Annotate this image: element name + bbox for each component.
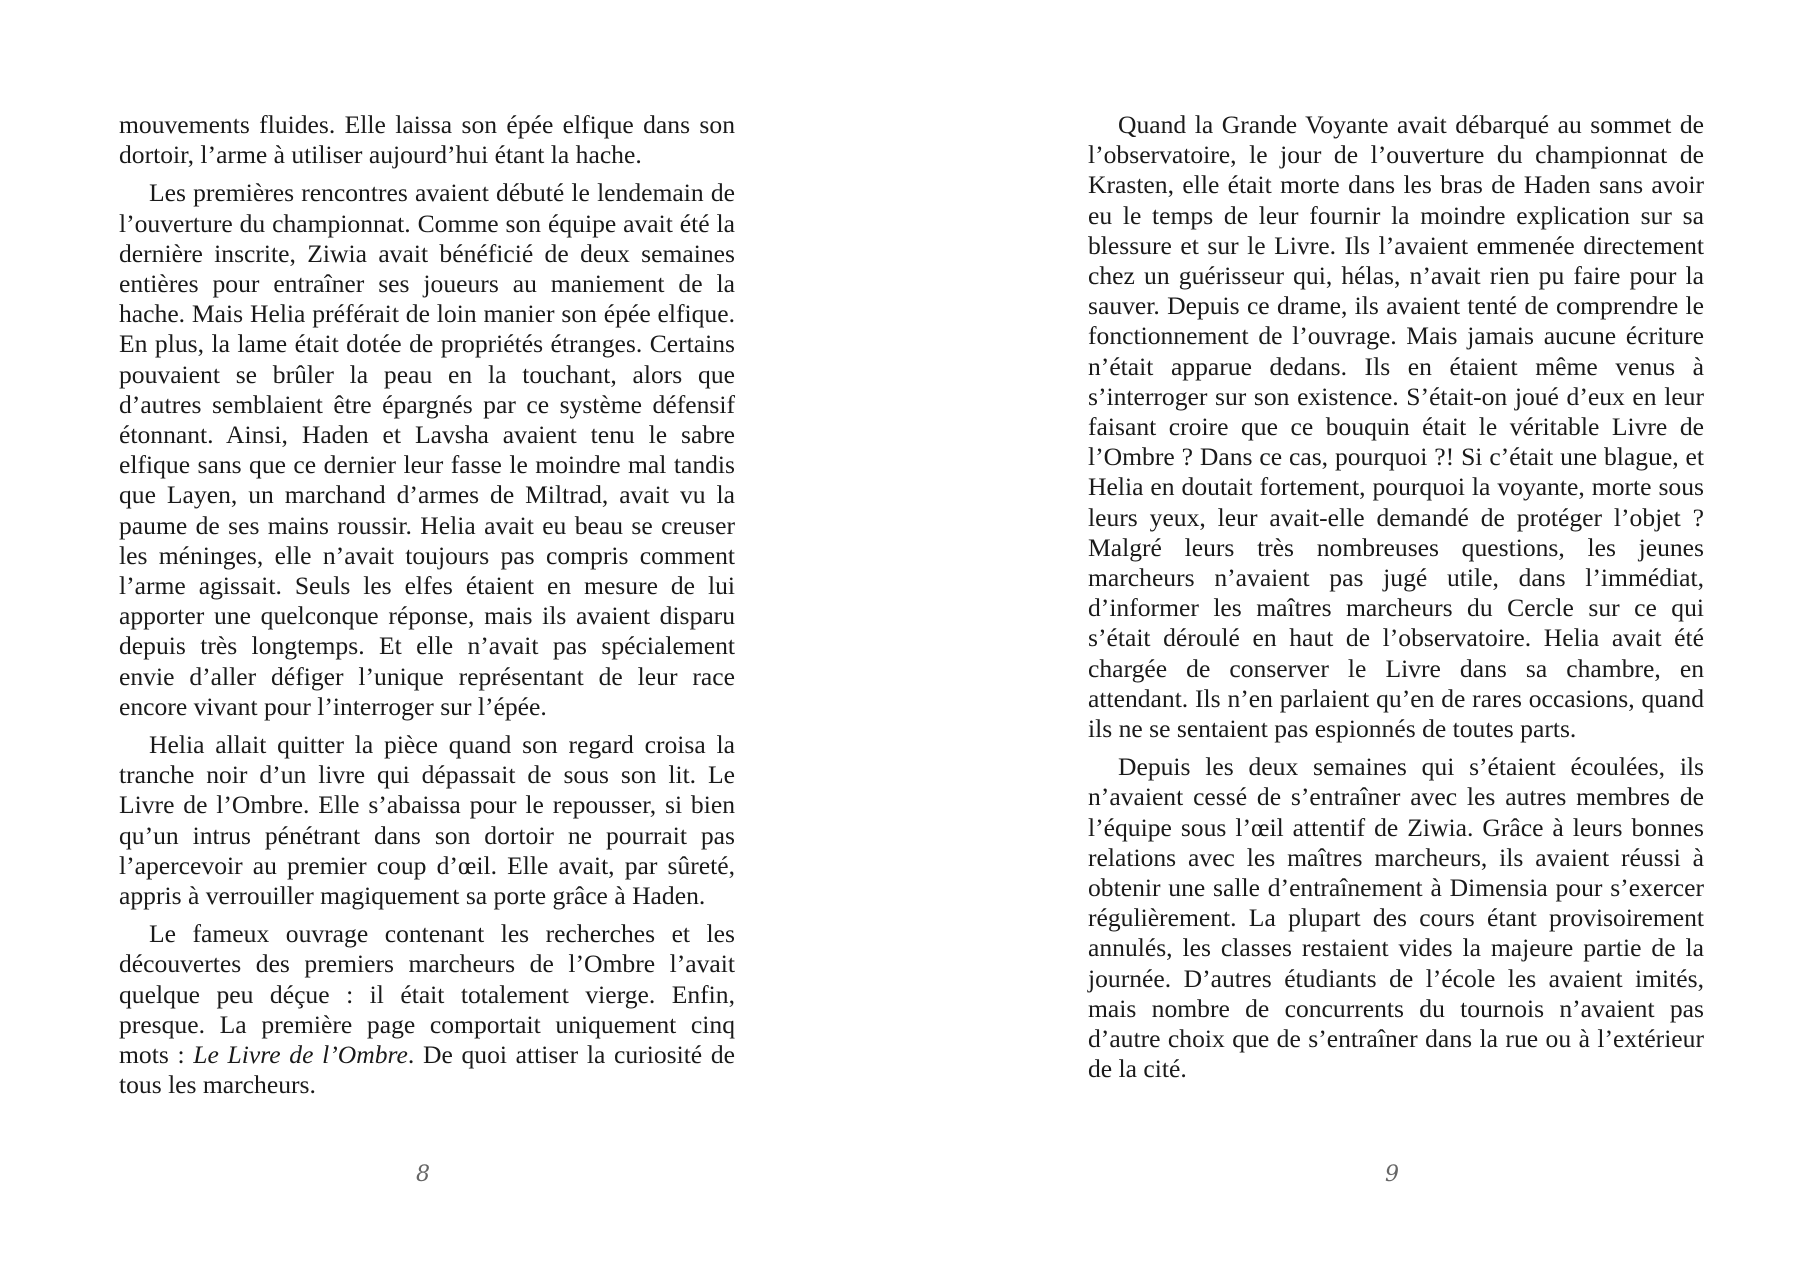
- left-paragraph-2: Les premières rencontres avaient débuté le lendemain de l’ouverture du championnat. Comme son équipe avait été la dernière inscrite, Ziwia avait bénéficié de deux semaines entières pour entraîner ses joueurs au maniement de la hache. Mais Helia préférait de loin manier son épée elfique. En plus, la lame était dotée de propriétés étranges. Certains pouvaient se brûler la peau en la touchant, alors que d’autres semblaient être épargnés par ce système défensif étonnant. Ainsi, Haden et Lavsha avaient tenu le sabre elfique sans que ce dernier leur fasse le moindre mal tandis que Layen, un marchand d’armes de Miltrad, avait vu la paume de ses mains roussir. Helia avait eu beau se creuser les méninges, elle n’avait toujours pas compris comment l’arme agissait. Seuls les elfes étaient en mesure de lui apporter une quelconque réponse, mais ils avaient disparu depuis très longtemps. Et elle n’avait pas spécialement envie d’aller défiger l’unique représentant de leur race encore vivant pour l’interroger sur l’épée.: [119, 178, 735, 721]
- right-paragraph-1: Quand la Grande Voyante avait débarqué au sommet de l’observatoire, le jour de l’ouverture du championnat de Krasten, elle était morte dans les bras de Haden sans avoir eu le temps de leur fournir la moindre explication sur sa blessure et sur le Livre. Ils l’avaient emmenée directement chez un guérisseur qui, hélas, n’avait rien pu faire pour la sauver. Depuis ce drame, ils avaient tenté de comprendre le fonctionnement de l’ouvrage. Mais jamais aucune écriture n’était apparue dedans. Ils en étaient même venus à s’interroger sur son existence. S’était-on joué d’eux en leur faisant croire que ce bouquin était le véritable Livre de l’Ombre ? Dans ce cas, pourquoi ?! Si c’était une blague, et Helia en doutait fortement, pourquoi la voyante, morte sous leurs yeux, leur avait-elle demandé de protéger l’objet ? Malgré leurs très nombreuses questions, les jeunes marcheurs n’avaient pas jugé utile, dans l’immédiat, d’informer les maîtres marcheurs du Cercle sur ce qui s’était déroulé en haut de l’observatoire. Helia avait été chargée de conserver le Livre dans sa chambre, en attendant. Ils n’en parlaient qu’en de rares occasions, quand ils ne se sentaient pas espionnés de toutes parts.: [1088, 110, 1704, 744]
- left-paragraph-1: mouvements fluides. Elle laissa son épée elfique dans son dortoir, l’arme à utiliser aujourd’hui étant la hache.: [119, 110, 735, 170]
- left-paragraph-4: [119, 919, 735, 1100]
- right-page: [1088, 110, 1704, 1085]
- left-paragraph-4-start: Le fameux ouvrage contenant les recherches et les découvertes des premiers marcheurs de l’Ombre l’avait quelque peu déçue : il était totalement vierge. Enfin, presque. La première page comportait uniquement cinq mots :: [119, 919, 735, 1070]
- left-page-number: 8: [416, 1162, 430, 1187]
- right-page-number: 9: [1385, 1162, 1399, 1187]
- left-paragraph-3: Helia allait quitter la pièce quand son regard croisa la tranche noir d’un livre qui dépassait de sous son lit. Le Livre de l’Ombre. Elle s’abaissa pour le repousser, si bien qu’un intrus pénétrant dans son dortoir ne pourrait pas l’apercevoir au premier coup d’œil. Elle avait, par sûreté, appris à verrouiller magiquement sa porte grâce à Haden.: [119, 730, 735, 911]
- left-page: [119, 110, 735, 1101]
- right-paragraph-2: Depuis les deux semaines qui s’étaient écoulées, ils n’avaient cessé de s’entraîner avec les autres membres de l’équipe sous l’œil attentif de Ziwia. Grâce à leurs bonnes relations avec les maîtres marcheurs, ils avaient réussi à obtenir une salle d’entraînement à Dimensia pour s’exercer régulièrement. La plupart des cours étant provisoirement annulés, les classes restaient vides la majeure partie de la journée. D’autres étudiants de l’école les avaient imités, mais nombre de concurrents du tournois n’avaient pas d’autre choix que de s’entraîner dans la rue ou à l’extérieur de la cité.: [1088, 752, 1704, 1084]
- left-paragraph-4-end: . De quoi attiser la curiosité de tous les marcheurs.: [119, 1040, 735, 1100]
- book-title-italic: Le Livre de l’Ombre: [193, 1040, 408, 1070]
